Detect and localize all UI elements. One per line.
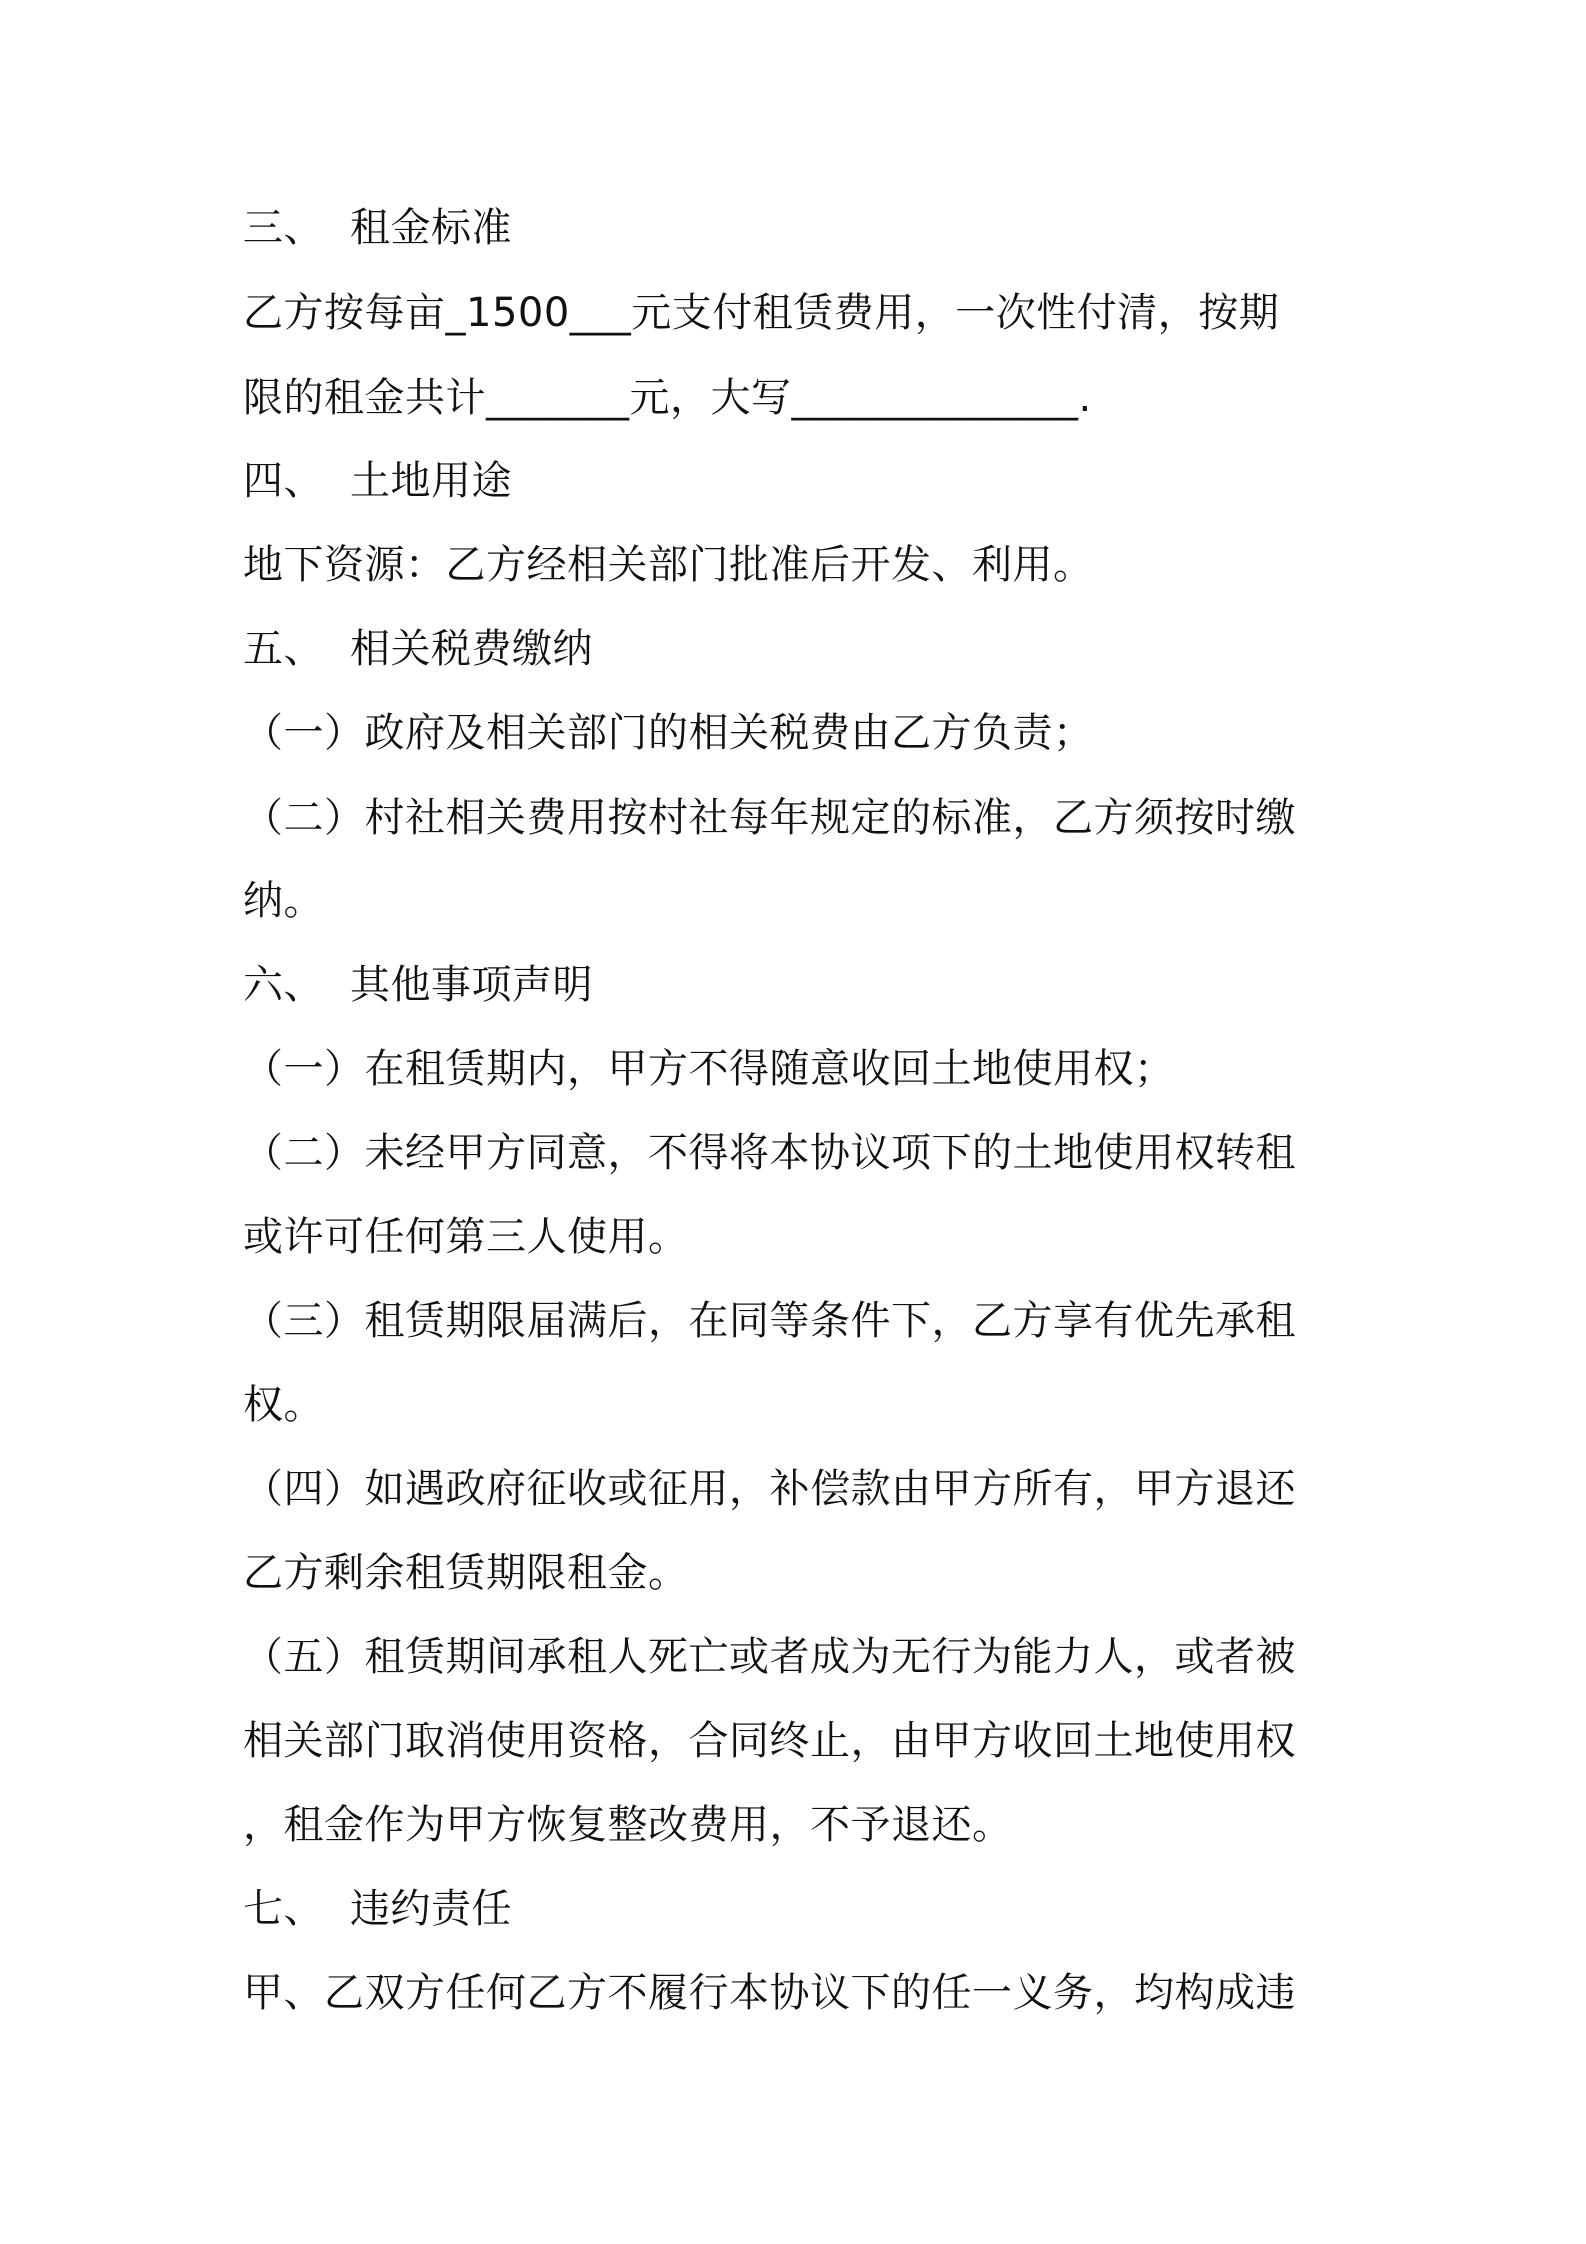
paragraph-line: 或许可任何第三人使用。 — [243, 1214, 689, 1260]
paragraph-line: （二）村社相关费用按村社每年规定的标准，乙方须按时缴 — [243, 795, 1296, 841]
section-heading-taxes — [243, 621, 1363, 677]
section-number: 五、 — [243, 626, 324, 672]
section-number: 六、 — [243, 962, 324, 1008]
paragraph-line: 乙方按每亩_1500___元支付租赁费用，一次性付清，按期 — [243, 290, 1280, 336]
section-heading-land-use — [243, 453, 1363, 509]
paragraph-line: （五）租赁期间承租人死亡或者成为无行为能力人，或者被 — [243, 1634, 1296, 1680]
paragraph-line: 权。 — [243, 1382, 324, 1428]
section-title: 相关税费缴纳 — [350, 626, 593, 672]
section-number: 三、 — [243, 205, 324, 251]
paragraph-line: 地下资源：乙方经相关部门批准后开发、利用。 — [243, 542, 1094, 588]
section-heading-rent — [243, 200, 1363, 256]
paragraph-line: 乙方剩余租赁期限租金。 — [243, 1550, 689, 1596]
paragraph-line: 限的租金共计_______元，大写______________. — [243, 375, 1092, 421]
section-title: 其他事项声明 — [350, 962, 593, 1008]
paragraph-line: 相关部门取消使用资格，合同终止，由甲方收回土地使用权 — [243, 1718, 1296, 1764]
paragraph-line: （二）未经甲方同意，不得将本协议项下的土地使用权转租 — [243, 1130, 1296, 1176]
paragraph-line: ，租金作为甲方恢复整改费用，不予退还。 — [243, 1802, 1013, 1848]
paragraph-line: （四）如遇政府征收或征用，补偿款由甲方所有，甲方退还 — [243, 1466, 1296, 1512]
section-title: 土地用途 — [350, 458, 512, 504]
paragraph-line: 甲、乙双方任何乙方不履行本协议下的任一义务，均构成违 — [243, 1970, 1296, 2016]
section-number: 七、 — [243, 1886, 324, 1932]
paragraph-line: 纳。 — [243, 878, 324, 924]
section-heading-breach — [243, 1881, 1363, 1937]
section-title: 违约责任 — [350, 1886, 512, 1932]
paragraph-line: （三）租赁期限届满后，在同等条件下，乙方享有优先承租 — [243, 1298, 1296, 1344]
section-title: 租金标准 — [350, 205, 512, 251]
section-number: 四、 — [243, 458, 324, 504]
paragraph-line: （一）在租赁期内，甲方不得随意收回土地使用权； — [243, 1046, 1175, 1092]
section-heading-other-matters — [243, 957, 1363, 1013]
paragraph-line: （一）政府及相关部门的相关税费由乙方负责； — [243, 710, 1094, 756]
